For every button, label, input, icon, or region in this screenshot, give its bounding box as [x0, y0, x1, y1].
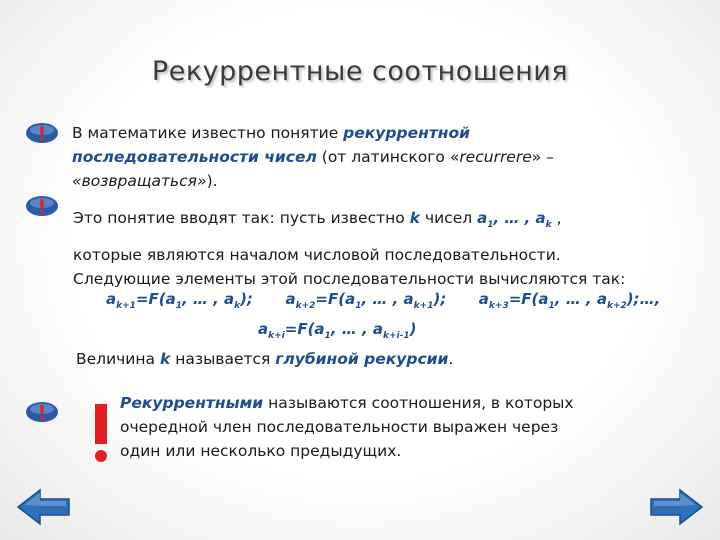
formula-k1: $a_{k+1}=F(a_1$, … , $a_k$);: [106, 290, 254, 311]
exclamation-badge-icon: [25, 401, 59, 423]
recursion-depth-sentence: Величина k называется глубиной рекурсии.: [76, 350, 454, 368]
previous-slide-button[interactable]: [16, 488, 72, 526]
big-exclamation-icon: [90, 404, 112, 464]
exclamation-badge-icon: [25, 122, 59, 144]
definition-paragraph: В математике известно понятие рекуррентной последовательности чисел (от латинского «recurrere» – «возвращаться»).: [72, 124, 554, 190]
formula-general: $a_{k+i}=F(a_1$, … , $a_{k+i-1}$): [258, 320, 417, 341]
next-slide-button[interactable]: [648, 488, 704, 526]
formula-k2: $a_{k+2}=F(a_1$, … , $a_{k+1}$);: [285, 290, 447, 311]
formula-line: [106, 290, 706, 311]
arrow-left-icon: [18, 490, 69, 524]
recurrent-definition-paragraph: Рекуррентными называются соотношения, в которых очередной член последовательности выражен через один или несколько предыдущих.: [120, 394, 574, 460]
exclamation-badge-icon: [25, 195, 59, 217]
introduction-paragraph: Это понятие вводят так: пусть известно k чисел $a_1$, … , $a_k$ , которые являются началом числовой последовательности. Следующие элементы этой последовательности вычисляются так:: [73, 209, 626, 288]
arrow-right-icon: [651, 490, 702, 524]
formula-k3: $a_{k+3}=F(a_1$, … , $a_{k+2});\dots$,: [478, 290, 661, 311]
slide-title: Рекуррентные соотношения: [151, 56, 569, 87]
